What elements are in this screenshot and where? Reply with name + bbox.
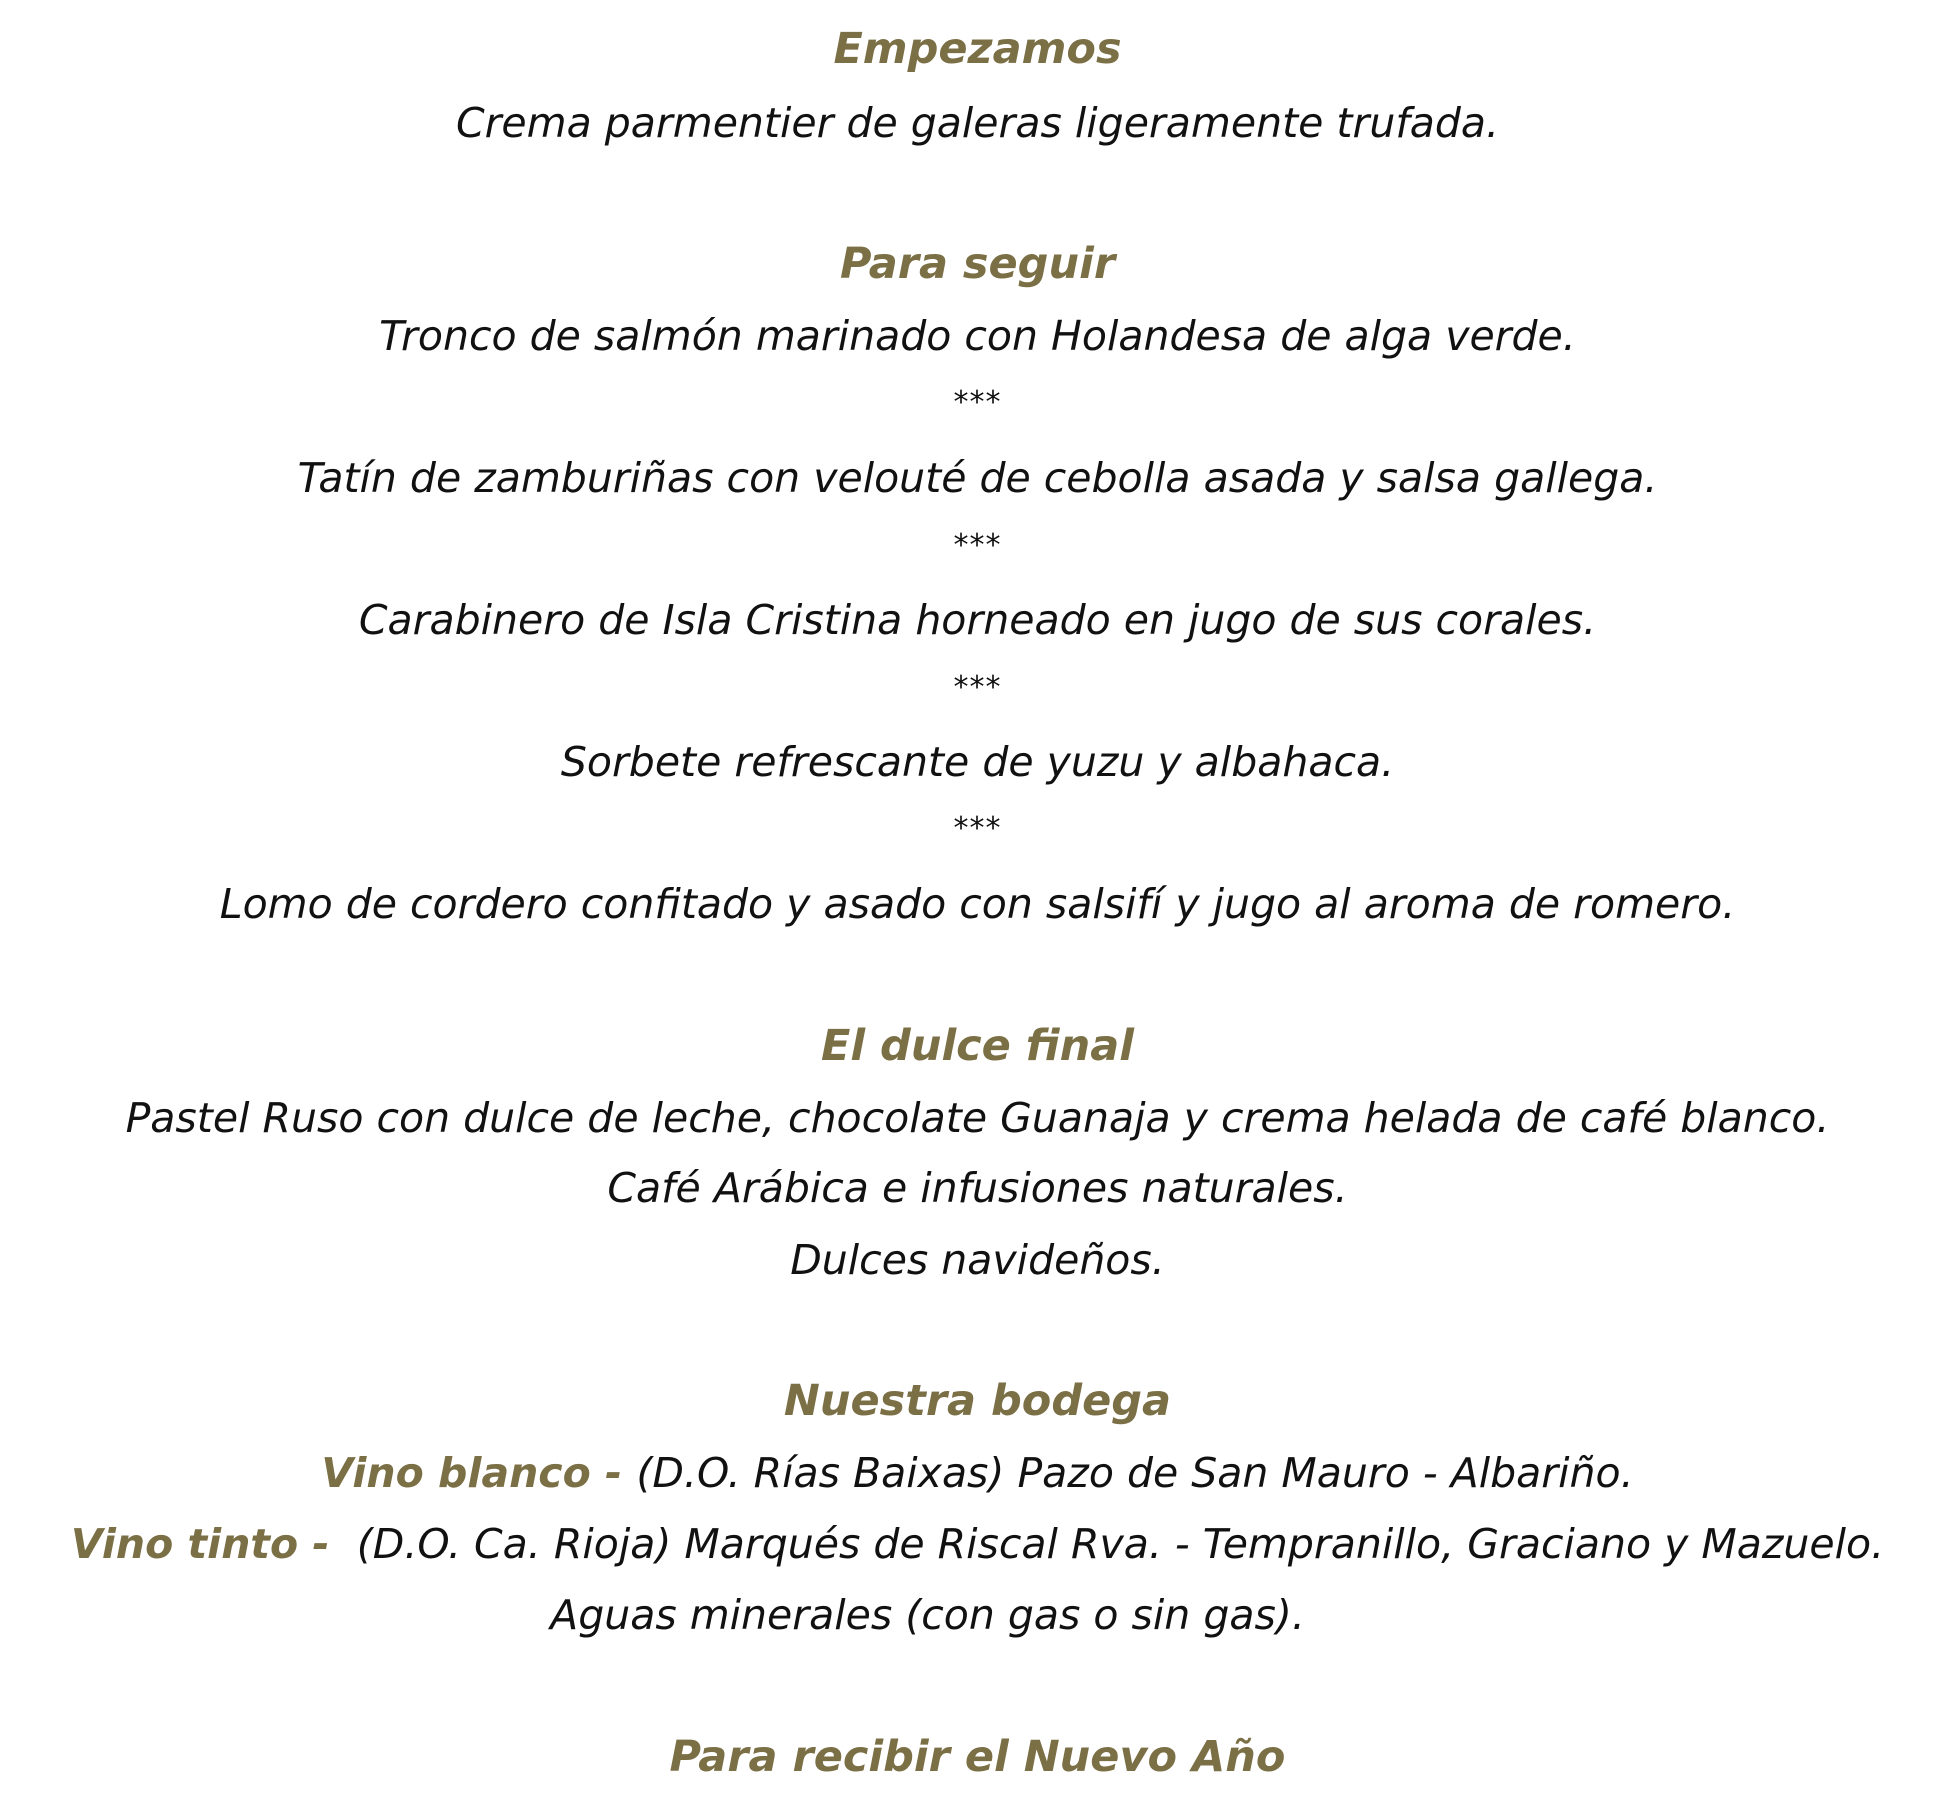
wine-white-text: (D.O. Rías Baixas) Pazo de San Mauro - Albariño. [636,1449,1634,1497]
dish-main-3: Carabinero de Isla Cristina horneado en jugo de sus corales. [358,596,1597,644]
dish-main-1: Tronco de salmón marinado con Holandesa de alga verde. [379,312,1576,360]
dish-separator: *** [953,528,1002,563]
section-heading-main: Para seguir [839,239,1116,289]
wine-red-text: (D.O. Ca. Rioja) Marqués de Riscal Rva. - Tempranillo, Graciano y Mazuelo. [343,1520,1885,1568]
dish-starter-1: Crema parmentier de galeras ligeramente trufada. [455,99,1500,147]
water-line: Aguas minerales (con gas o sin gas). [550,1591,1305,1639]
dish-main-2: Tatín de zamburiñas con velouté de cebolla asada y salsa gallega. [297,454,1658,502]
dish-separator: *** [953,670,1002,705]
dish-separator: *** [953,811,1002,846]
section-heading-starter: Empezamos [833,24,1122,74]
wine-red-label: Vino tinto - [70,1520,344,1568]
section-heading-dessert: El dulce final [820,1021,1135,1071]
wine-white-line [0,1449,1955,1497]
section-heading-cellar: Nuestra bodega [783,1376,1172,1426]
dish-main-5: Lomo de cordero confitado y asado con salsifí y jugo al aroma de romero. [219,880,1736,928]
dish-dessert-2: Café Arábica e infusiones naturales. [607,1164,1348,1212]
section-heading-new-year: Para recibir el Nuevo Año [669,1732,1286,1782]
dish-dessert-1: Pastel Ruso con dulce de leche, chocolate Guanaja y crema helada de café blanco. [125,1094,1830,1142]
wine-white-label: Vino blanco - [321,1449,637,1497]
dish-main-4: Sorbete refrescante de yuzu y albahaca. [560,738,1395,786]
wine-red-line [0,1520,1955,1568]
dish-dessert-3: Dulces navideños. [790,1236,1165,1284]
dish-separator: *** [953,385,1002,420]
